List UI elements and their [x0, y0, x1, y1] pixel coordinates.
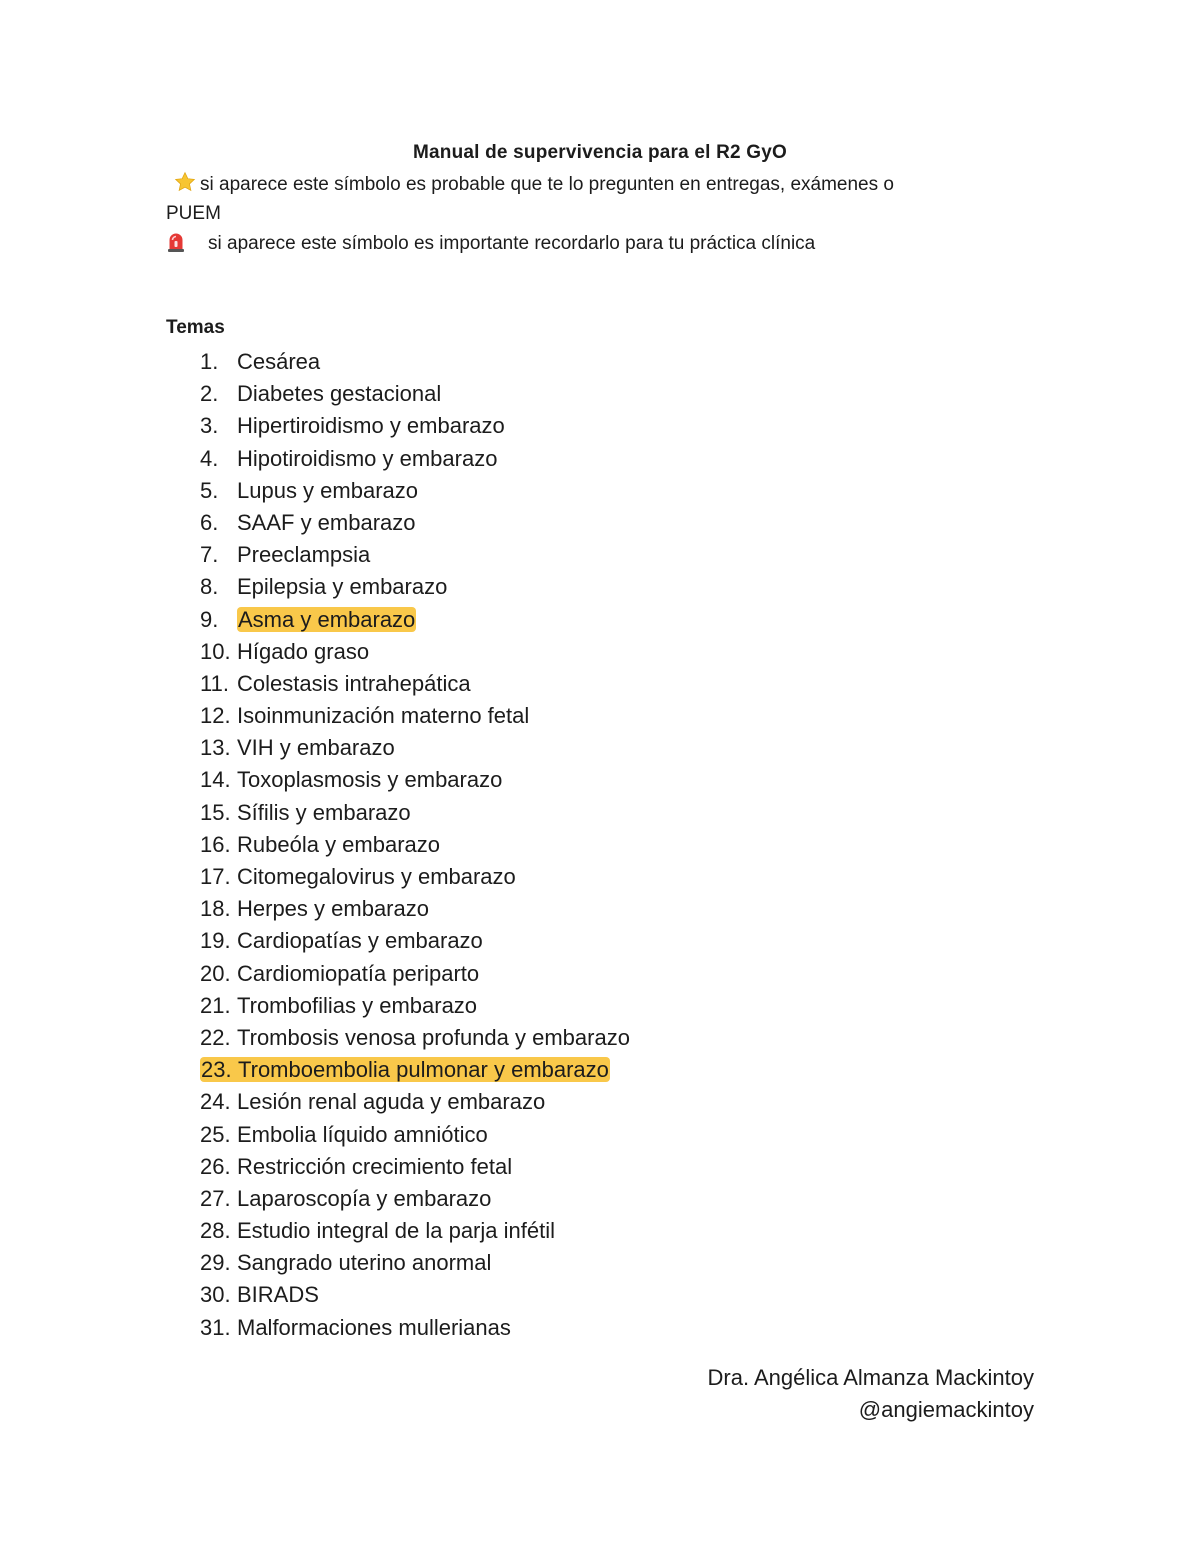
topic-number: 2.	[200, 381, 219, 407]
list-item	[200, 507, 630, 539]
topic-number: 3.	[200, 413, 219, 439]
highlighted-topic	[237, 607, 416, 632]
topic-label: Restricción crecimiento fetal	[237, 1153, 513, 1179]
topic-label: Preeclampsia	[237, 542, 371, 568]
topic-label: Citomegalovirus y embarazo	[237, 864, 516, 889]
topic-number: 24.	[200, 1089, 231, 1115]
topic-number: 13.	[200, 735, 231, 761]
legend-siren-line	[166, 229, 815, 258]
topic-label: Cardiomiopatía periparto	[237, 960, 480, 986]
list-item	[200, 732, 630, 764]
topic-number: 7.	[200, 542, 219, 568]
legend-star-text: si aparece este símbolo es probable que te lo pregunten en entregas, exámenes o	[200, 174, 894, 195]
list-item	[200, 861, 630, 893]
topic-number: 31.	[200, 1314, 231, 1340]
topic-number: 23.	[201, 1057, 232, 1083]
list-item	[200, 1215, 630, 1247]
legend-star-text-cont: PUEM	[166, 203, 221, 224]
topic-label: Hipotiroidismo y embarazo	[237, 445, 498, 471]
topic-label: Malformaciones mullerianas	[237, 1314, 511, 1340]
topic-number: 18.	[200, 896, 231, 922]
topic-label: Toxoplasmosis y embarazo	[237, 767, 503, 793]
list-item	[200, 378, 630, 410]
topic-number: 19.	[200, 928, 231, 954]
topic-label: Hipertiroidismo y embarazo	[237, 413, 505, 439]
topic-number: 15.	[200, 799, 231, 825]
list-item	[200, 1119, 630, 1151]
topic-number: 25.	[200, 1121, 231, 1147]
list-item	[200, 1312, 630, 1344]
list-item	[200, 410, 630, 442]
topic-label: Lupus y embarazo	[237, 477, 418, 503]
topic-number: 4.	[200, 445, 219, 471]
list-item	[200, 1054, 630, 1086]
topic-number: 10.	[200, 638, 231, 664]
topic-number: 1.	[200, 349, 219, 374]
topic-label: Estudio integral de la parja infétil	[237, 1218, 555, 1244]
topic-number: 16.	[200, 831, 231, 857]
topic-label: Asma y embarazo	[238, 606, 416, 632]
topics-list	[200, 346, 630, 1344]
list-item	[200, 604, 630, 636]
list-item	[200, 443, 630, 475]
star-icon	[174, 171, 196, 193]
topic-label: Laparoscopía y embarazo	[237, 1185, 492, 1211]
topic-label: Tromboembolia pulmonar y embarazo	[238, 1057, 609, 1083]
list-item	[200, 797, 630, 829]
list-item	[200, 893, 630, 925]
topic-number: 6.	[200, 509, 219, 535]
list-item	[200, 1247, 630, 1279]
topic-number: 14.	[200, 767, 231, 793]
legend-siren-text: si aparece este símbolo es importante recordarlo para tu práctica clínica	[208, 233, 816, 254]
legend-star-line-2	[166, 199, 221, 228]
topic-number: 17.	[200, 864, 231, 889]
list-item	[200, 764, 630, 796]
list-item	[200, 1086, 630, 1118]
topic-label: VIH y embarazo	[237, 735, 395, 761]
topic-label: Trombofilias y embarazo	[237, 992, 478, 1018]
topic-label: BIRADS	[237, 1282, 319, 1308]
topic-label: Trombosis venosa profunda y embarazo	[237, 1024, 630, 1050]
list-item	[200, 1022, 630, 1054]
list-item	[200, 700, 630, 732]
topic-label: Isoinmunización materno fetal	[237, 703, 530, 729]
topic-number: 9.	[200, 606, 219, 632]
topic-number: 29.	[200, 1250, 231, 1276]
list-item	[200, 1183, 630, 1215]
list-item	[200, 571, 630, 603]
topic-label: Embolia líquido amniótico	[237, 1121, 488, 1147]
topic-number: 8.	[200, 574, 219, 600]
topic-label: Colestasis intrahepática	[237, 670, 471, 696]
list-item	[200, 1279, 630, 1311]
topic-label: Diabetes gestacional	[237, 381, 442, 407]
list-item	[200, 958, 630, 990]
topic-label: Cesárea	[237, 349, 321, 374]
highlighted-topic	[200, 1057, 610, 1082]
topic-label: Lesión renal aguda y embarazo	[237, 1089, 546, 1115]
topic-label: Rubeóla y embarazo	[237, 831, 441, 857]
topic-number: 28.	[200, 1218, 231, 1244]
topic-label: Cardiopatías y embarazo	[237, 928, 483, 954]
list-item	[200, 925, 630, 957]
author-name: Dra. Angélica Almanza Mackintoy	[707, 1365, 1034, 1390]
list-item	[200, 668, 630, 700]
document-title: Manual de supervivencia para el R2 GyO	[412, 142, 788, 163]
list-item	[200, 990, 630, 1022]
topic-label: Sífilis y embarazo	[237, 799, 411, 825]
topic-number: 30.	[200, 1282, 231, 1308]
topic-number: 21.	[200, 992, 231, 1018]
author-handle: @angiemackintoy	[858, 1397, 1034, 1422]
topic-number: 12.	[200, 703, 231, 729]
topic-label: Epilepsia y embarazo	[237, 574, 448, 600]
topics-heading: Temas	[166, 317, 225, 338]
list-item	[200, 346, 630, 378]
list-item	[200, 829, 630, 861]
topic-label: Sangrado uterino anormal	[237, 1250, 492, 1276]
topic-number: 20.	[200, 960, 231, 986]
topic-number: 26.	[200, 1153, 231, 1179]
list-item	[200, 475, 630, 507]
topic-label: Herpes y embarazo	[237, 896, 429, 922]
topic-number: 11.	[200, 670, 229, 696]
siren-icon	[166, 229, 186, 253]
legend-star-line	[174, 170, 894, 199]
author-block	[708, 1362, 1035, 1426]
list-item	[200, 539, 630, 571]
topic-number: 5.	[200, 477, 219, 503]
topic-number: 22.	[200, 1024, 231, 1050]
topic-label: SAAF y embarazo	[237, 509, 416, 535]
list-item	[200, 1151, 630, 1183]
list-item	[200, 636, 630, 668]
topic-label: Hígado graso	[237, 638, 370, 664]
topic-number: 27.	[200, 1185, 231, 1211]
